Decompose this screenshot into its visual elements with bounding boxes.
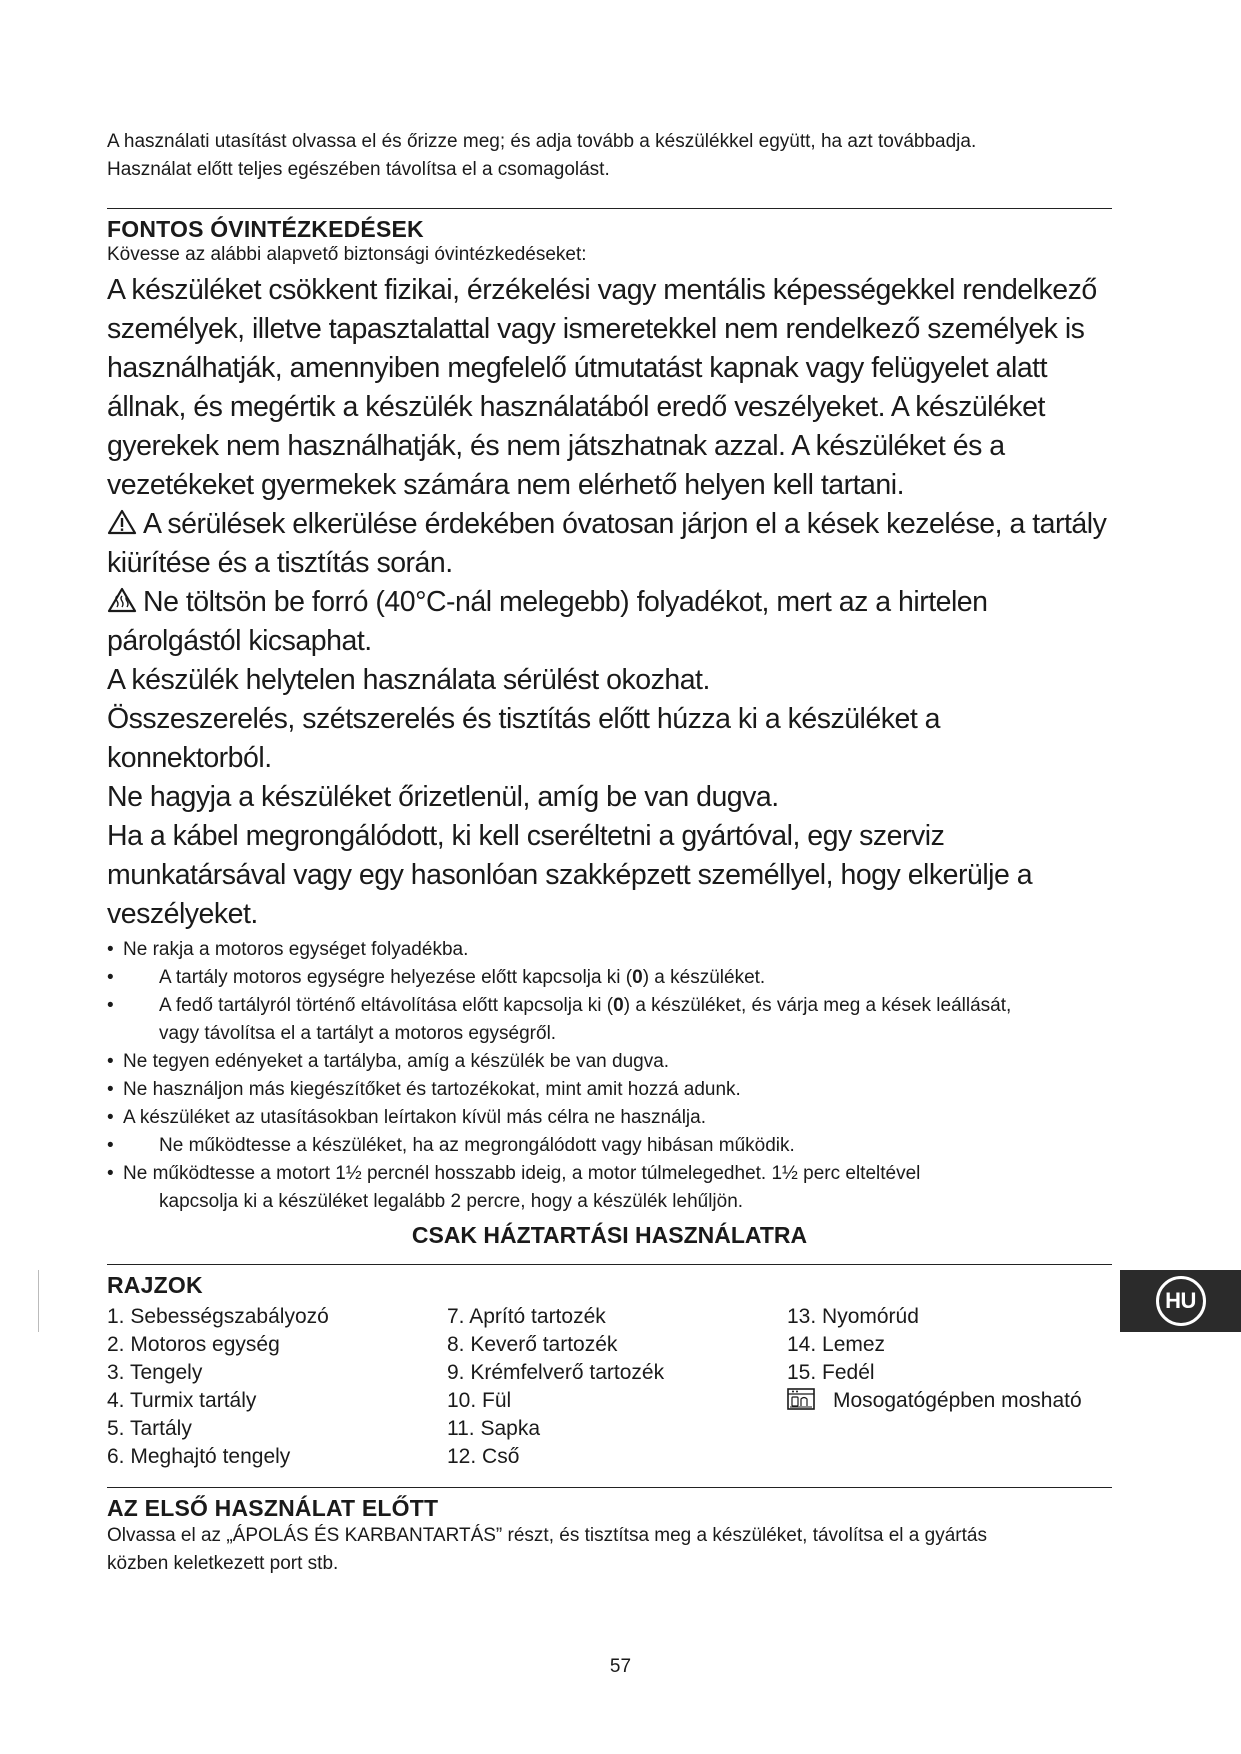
parts-column-1 — [107, 1303, 447, 1471]
warning-text: Ne töltsön be forró (40°C-nál melegebb) folyadékot, mert az a hirtelen párolgástól kicsaphat. — [107, 586, 988, 657]
precautions-body — [107, 271, 1112, 934]
list-item: 4. Turmix tartály — [107, 1389, 257, 1412]
parts-column-3 — [787, 1303, 1112, 1471]
list-item: 13. Nyomórúd — [787, 1305, 919, 1328]
parts-list — [107, 1303, 1112, 1471]
precaution-paragraph: Összeszerelés, szétszerelés és tisztítás előtt húzza ki a készüléket a konnektorból. — [107, 703, 941, 774]
list-item: 12. Cső — [447, 1445, 520, 1468]
list-item: 8. Keverő tartozék — [447, 1333, 618, 1356]
list-item: 10. Fül — [447, 1389, 512, 1412]
page-number: 57 — [609, 1656, 632, 1677]
intro-line: A használati utasítást olvassa el és őrizze meg; és adja tovább a készülékkel együtt, ha azt továbbadja. — [107, 131, 977, 152]
parts-column-2 — [447, 1303, 787, 1471]
list-item: • A készüléket az utasításokban leírtakon kívül más célra ne használja. — [107, 1107, 706, 1128]
list-item: 3. Tengely — [107, 1361, 203, 1384]
list-item: • Ne működtesse a készüléket, ha az megrongálódott vagy hibásan működik. — [107, 1135, 795, 1156]
manual-page — [107, 128, 1112, 1578]
intro-line: Használat előtt teljes egészében távolítsa el a csomagolást. — [107, 159, 610, 180]
precautions-subtitle: Kövesse az alábbi alapvető biztonsági óvintézkedéseket: — [107, 244, 587, 265]
divider — [107, 1487, 1112, 1488]
list-item: 2. Motoros egység — [107, 1333, 280, 1356]
list-item: • Ne működtesse a motort 1½ percnél hosszabb ideig, a motor túlmelegedhet. 1½ perc elteltével kapcsolja ki a készüléket legalább 2 percre, hogy a készülék lehűljön. — [107, 1163, 921, 1212]
language-badge — [1120, 1270, 1241, 1332]
language-badge-label: HU — [1156, 1276, 1206, 1326]
list-item: • Ne tegyen edényeket a tartályba, amíg a készülék be van dugva. — [107, 1051, 670, 1072]
warning-triangle-icon — [107, 509, 137, 535]
dishwasher-icon — [787, 1388, 815, 1410]
precaution-paragraph: A készülék helytelen használata sérülést okozhat. — [107, 664, 710, 696]
first-use-text: Olvassa el az „ÁPOLÁS ÉS KARBANTARTÁS” részt, és tisztítsa meg a készüléket, távolítsa el a gyártás közben keletkezett port stb. — [107, 1525, 987, 1574]
list-item: • A tartály motoros egységre helyezése előtt kapcsolja ki (0) a készüléket. — [107, 967, 766, 988]
dishwasher-safe-note: Mosogatógépben mosható — [787, 1387, 1112, 1415]
precaution-paragraph: Ha a kábel megrongálódott, ki kell cseréltetni a gyártóval, egy szerviz munkatársával vagy egy hasonlóan szakképzett személlyel, hogy elkerülje a veszélyeket. — [107, 820, 1033, 930]
list-item: 15. Fedél — [787, 1361, 875, 1384]
precaution-paragraph: A készüléket csökkent fizikai, érzékelési vagy mentális képességekkel rendelkező személyek, illetve tapasztalattal vagy ismeretekkel nem rendelkező személyek is használhatják, amennyiben megfelelő útmutatást kapnak vagy felügyelet alatt állnak, és megértik a készülék használatából eredő veszélyeket. A készüléket gyerekek nem használhatják, és nem játszhatnak azzal. A készüléket és a vezetékeket gyermekek számára nem elérhető helyen kell tartani. — [107, 274, 1097, 501]
list-item: • Ne használjon más kiegészítőket és tartozékokat, mint amit hozzá adunk. — [107, 1079, 741, 1100]
list-item: 6. Meghajtó tengely — [107, 1445, 291, 1468]
warning-text: A sérülések elkerülése érdekében óvatosan járjon el a kések kezelése, a tartály kiürítése és a tisztítás során. — [107, 508, 1107, 579]
precaution-paragraph: Ne hagyja a készüléket őrizetlenül, amíg be van dugva. — [107, 781, 779, 813]
precaution-warning — [107, 583, 1112, 661]
divider — [107, 1264, 1112, 1265]
list-item: 9. Krémfelverő tartozék — [447, 1361, 665, 1384]
margin-mark — [38, 1270, 39, 1332]
household-use-notice: CSAK HÁZTARTÁSI HASZNÁLATRA — [411, 1222, 808, 1248]
list-item: 5. Tartály — [107, 1417, 192, 1440]
hot-surface-warning-icon — [107, 587, 137, 613]
first-use-heading: AZ ELSŐ HASZNÁLAT ELŐTT — [107, 1495, 439, 1521]
list-item: • Ne rakja a motoros egységet folyadékba. — [107, 939, 469, 960]
list-item: 7. Aprító tartozék — [447, 1305, 606, 1328]
list-item: 11. Sapka — [447, 1417, 541, 1440]
precautions-bullet-list — [107, 936, 1112, 1216]
drawings-heading: RAJZOK — [107, 1272, 203, 1298]
intro-text — [107, 128, 1112, 184]
precaution-warning — [107, 505, 1112, 583]
list-item: • A fedő tartályról történő eltávolítása előtt kapcsolja ki (0) a készüléket, és várja meg a kések leállását, vagy távolítsa el a tartályt a motoros egységről. — [107, 995, 1012, 1044]
list-item: 1. Sebességszabályozó — [107, 1305, 329, 1328]
list-item: 14. Lemez — [787, 1333, 886, 1356]
precautions-heading: FONTOS ÓVINTÉZKEDÉSEK — [107, 216, 424, 242]
divider — [107, 208, 1112, 209]
